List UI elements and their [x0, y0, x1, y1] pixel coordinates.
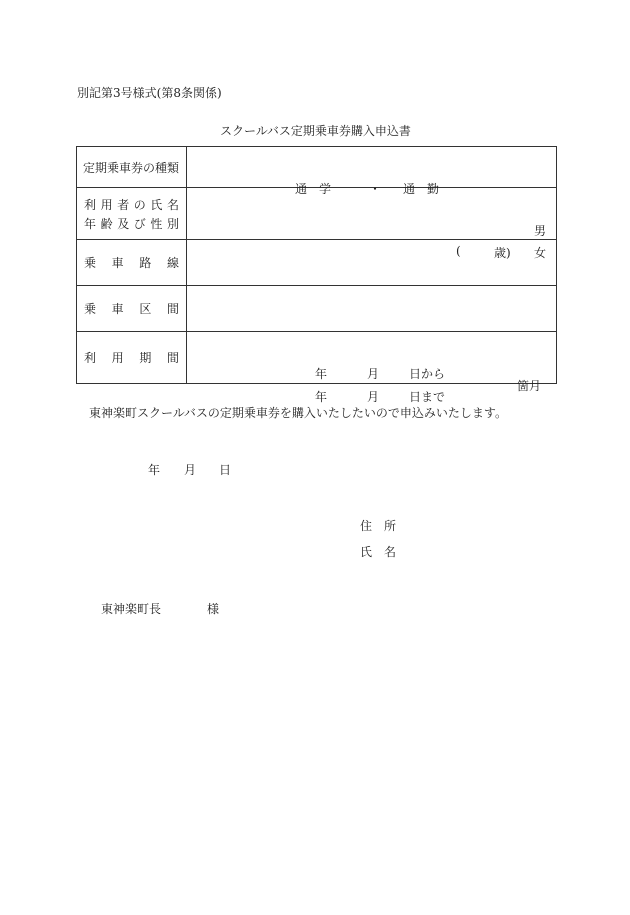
table-row-route	[77, 240, 557, 286]
to-day: 日まで	[409, 389, 446, 404]
age-paren-open: (	[456, 243, 461, 258]
addressee-name: 東神楽町長	[101, 602, 162, 616]
label-cell	[77, 332, 187, 384]
from-day: 日から	[409, 366, 446, 381]
option-commute-work: 通 勤	[403, 182, 440, 196]
option-separator: ・	[369, 182, 382, 196]
label-cell	[77, 147, 187, 188]
date-year: 年	[148, 463, 161, 477]
sex-male: 男	[534, 223, 547, 238]
to-month: 月	[367, 389, 380, 404]
application-table	[76, 146, 557, 404]
label-cell	[77, 240, 187, 286]
form-number: 別記第3号様式(第8条関係)	[77, 86, 222, 100]
date-day: 日	[219, 463, 232, 477]
route-cell	[187, 240, 557, 286]
to-year: 年	[315, 389, 328, 404]
name-label: 利 用 者 の 氏 名	[84, 197, 179, 212]
table-row-period	[77, 332, 557, 384]
table-row-ticket-type	[77, 147, 557, 188]
address-label: 住 所	[360, 519, 397, 533]
label-cell	[77, 286, 187, 332]
addressee-honorific: 様	[207, 602, 220, 616]
label-cell	[77, 188, 187, 240]
age-unit: 歳)	[494, 245, 511, 260]
name-age-sex-cell	[187, 188, 557, 260]
months-unit: 箇月	[517, 378, 542, 393]
table-row-section	[77, 286, 557, 332]
form-title: スクールバス定期乗車券購入申込書	[220, 124, 411, 138]
ticket-type-label: 定期乗車券の種類	[83, 160, 180, 175]
option-commute-school: 通 学	[295, 182, 332, 196]
period-cell	[187, 332, 557, 404]
sex-female: 女	[534, 245, 547, 260]
route-label: 乗 車 路 線	[84, 256, 179, 270]
date-month: 月	[184, 463, 197, 477]
age-sex-label: 年 齢 及 び 性 別	[84, 216, 179, 231]
applicant-name-label: 氏 名	[360, 545, 397, 559]
table-row-name-age-sex	[77, 188, 557, 240]
from-month: 月	[367, 366, 380, 381]
from-year: 年	[315, 366, 328, 381]
section-label: 乗 車 区 間	[84, 302, 179, 316]
period-label: 利 用 期 間	[84, 351, 179, 365]
ticket-type-cell	[187, 147, 557, 196]
application-statement: 東神楽町スクールバスの定期乗車券を購入いたしたいので申込みいたします。	[89, 406, 507, 420]
section-cell	[187, 286, 557, 332]
